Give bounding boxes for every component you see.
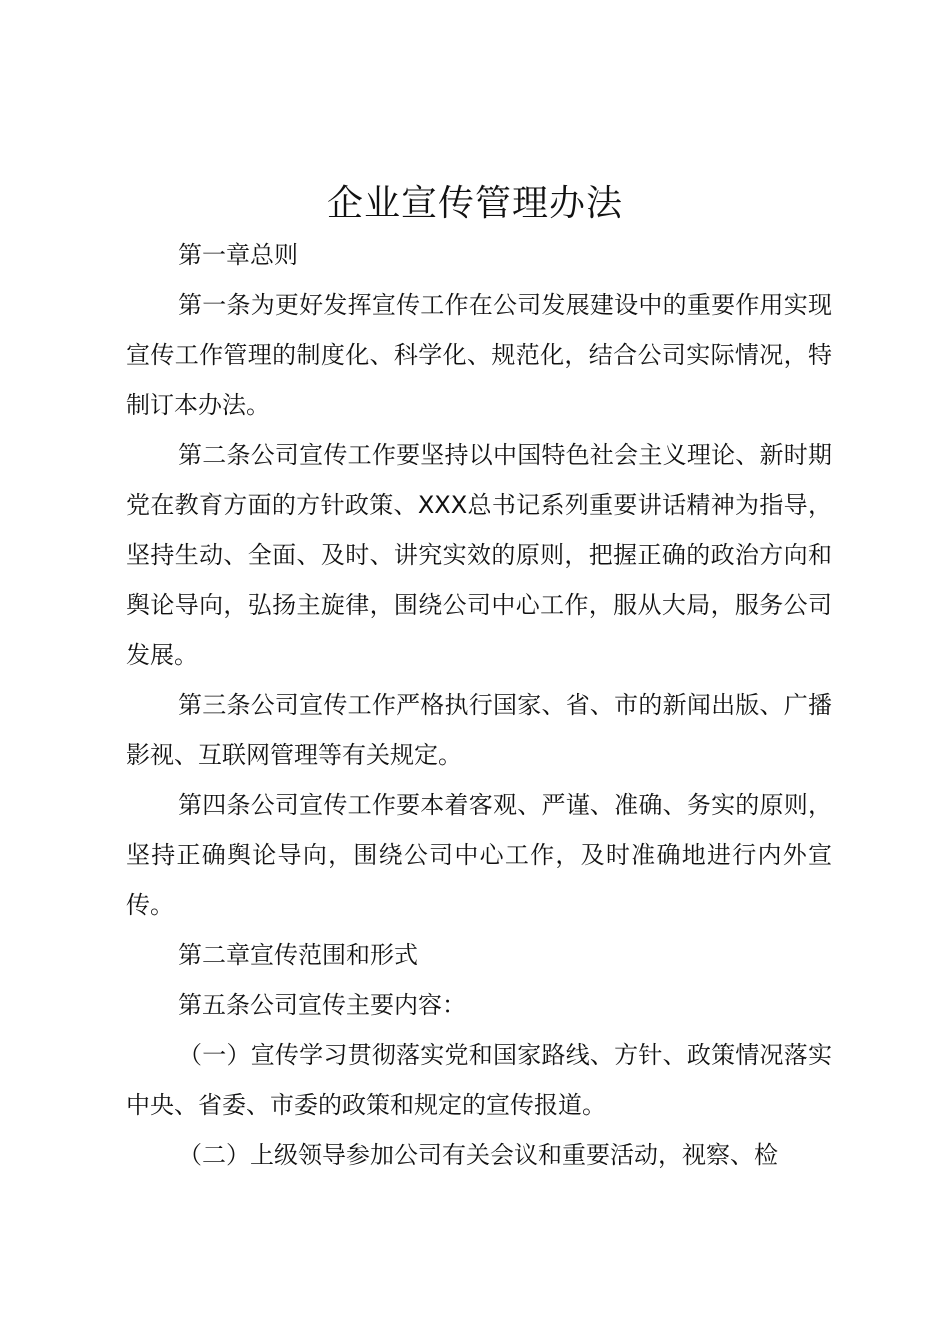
document-title: 企业宣传管理办法 [326, 183, 623, 224]
document-body [126, 230, 832, 1180]
article-3: 第三条公司宣传工作严格执行国家、省、市的新闻出版、广播影视、互联网管理等有关规定。 [126, 691, 832, 769]
chapter-heading-1: 第一章总则 [178, 241, 298, 269]
article-1: 第一条为更好发挥宣传工作在公司发展建设中的重要作用实现宣传工作管理的制度化、科学化、规范化，结合公司实际情况，特制订本办法。 [126, 291, 832, 419]
article-5-item-2: （二）上级领导参加公司有关会议和重要活动，视察、检 [178, 1141, 778, 1169]
article-5-item-1: （一）宣传学习贯彻落实党和国家路线、方针、政策情况落实中央、省委、市委的政策和规定的宣传报道。 [126, 1041, 832, 1119]
article-4: 第四条公司宣传工作要本着客观、严谨、准确、务实的原则，坚持正确舆论导向，围绕公司中心工作，及时准确地进行内外宣传。 [126, 791, 832, 919]
chapter-heading-2: 第二章宣传范围和形式 [178, 941, 418, 969]
article-2: 第二条公司宣传工作要坚持以中国特色社会主义理论、新时期党在教育方面的方针政策、XXX总书记系列重要讲话精神为指导，坚持生动、全面、及时、讲究实效的原则，把握正确的政治方向和舆论导向，弘扬主旋律，围绕公司中心工作，服从大局，服务公司发展。 [126, 441, 832, 669]
article-5: 第五条公司宣传主要内容： [178, 991, 466, 1019]
